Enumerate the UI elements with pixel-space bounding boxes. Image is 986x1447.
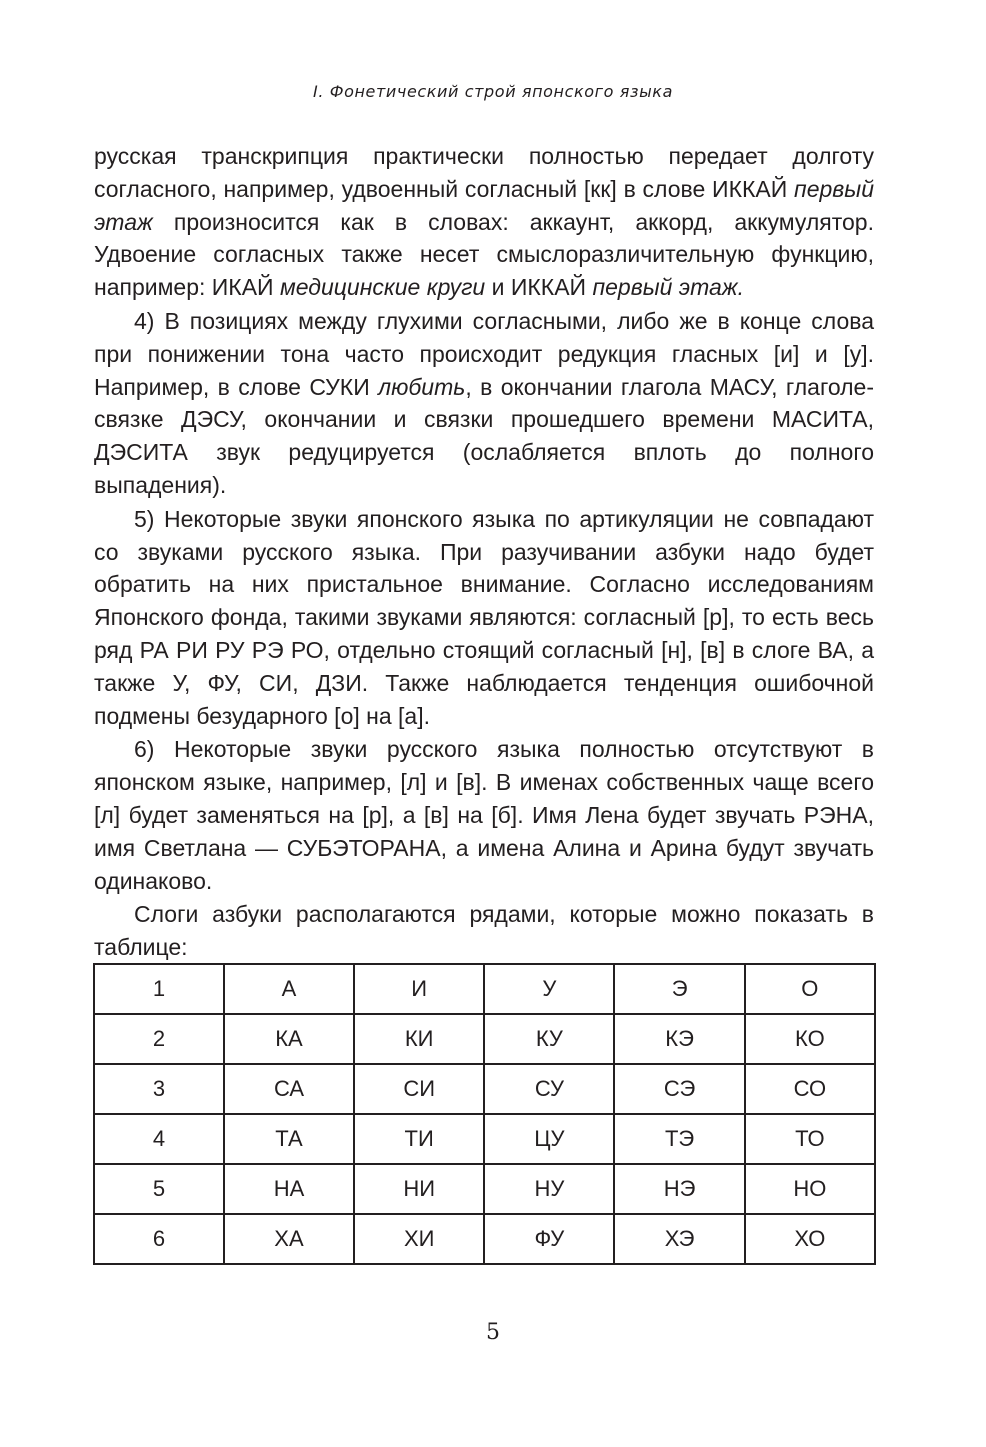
paragraph-1-text-c: и ИККАЙ bbox=[485, 274, 593, 301]
syllable-cell: СЭ bbox=[614, 1064, 744, 1114]
table-row bbox=[94, 1114, 875, 1164]
syllable-cell: КО bbox=[745, 1014, 875, 1064]
paragraph-2-text-b: , в окончании глагола МАСУ, глаголе-связке ДЭСУ, окончании и связки прошедшего времени МАСИТА, ДЭСИТА звук редуцируется (ослабляется вплоть до полного выпадения). bbox=[94, 373, 874, 498]
syllable-cell: СА bbox=[224, 1064, 354, 1114]
syllable-cell: ТИ bbox=[354, 1114, 484, 1164]
syllable-cell: ТЭ bbox=[614, 1114, 744, 1164]
syllable-cell: ТО bbox=[745, 1114, 875, 1164]
row-number-cell: 6 bbox=[94, 1214, 224, 1264]
syllable-cell: КЭ bbox=[614, 1014, 744, 1064]
paragraph-1 bbox=[94, 140, 874, 304]
syllable-cell: СО bbox=[745, 1064, 875, 1114]
syllable-cell: ХЭ bbox=[614, 1214, 744, 1264]
running-header: I. Фонетический строй японского языка bbox=[313, 82, 673, 101]
syllable-cell: ЦУ bbox=[484, 1114, 614, 1164]
syllable-cell: ТА bbox=[224, 1114, 354, 1164]
syllable-cell: НО bbox=[745, 1164, 875, 1214]
syllable-cell: ХА bbox=[224, 1214, 354, 1264]
table-row bbox=[94, 1014, 875, 1064]
syllable-cell: НА bbox=[224, 1164, 354, 1214]
body-text bbox=[94, 140, 874, 964]
paragraph-3: 5) Некоторые звуки японского языка по артикуляции не совпадают со звуками русского языка. При разучивании азбуки надо будет обратить на них пристальное внимание. Согласно исследованиям Японского фонда, такими звуками являются: согласный [р], то есть весь ряд РА РИ РУ РЭ РО, отдельно стоящий согласный [н], [в] в слоге ВА, а также У, ФУ, СИ, ДЗИ. Также наблюдается тенденция ошибочной подмены безударного [о] на [а]. bbox=[94, 505, 874, 729]
row-number-cell: 4 bbox=[94, 1114, 224, 1164]
syllable-cell: СИ bbox=[354, 1064, 484, 1114]
syllable-cell: О bbox=[745, 964, 875, 1014]
row-number-cell: 3 bbox=[94, 1064, 224, 1114]
paragraph-2 bbox=[94, 305, 874, 502]
paragraph-2-text-a: 4) В позициях между глухими согласными, либо же в конце слова при понижении тона часто происходит редукция гласных [и] и [у]. Например, в слове СУКИ bbox=[94, 307, 874, 400]
paragraph-1-italic-b: медицинские круги bbox=[279, 274, 486, 301]
syllable-cell: ХИ bbox=[354, 1214, 484, 1264]
syllable-cell: НИ bbox=[354, 1164, 484, 1214]
paragraph-1-italic-c: первый этаж. bbox=[592, 274, 745, 301]
syllable-cell: НУ bbox=[484, 1164, 614, 1214]
syllable-cell: ХО bbox=[745, 1214, 875, 1264]
paragraph-1-italic-a: первый этаж bbox=[94, 175, 874, 235]
syllable-cell: У bbox=[484, 964, 614, 1014]
syllable-cell: КУ bbox=[484, 1014, 614, 1064]
table-row bbox=[94, 1214, 875, 1264]
row-number-cell: 2 bbox=[94, 1014, 224, 1064]
syllable-cell: И bbox=[354, 964, 484, 1014]
paragraph-1-text-a: русская транскрипция практически полностью передает долготу согласного, например, удвоенный согласный [кк] в слове ИККАЙ bbox=[94, 143, 874, 202]
paragraph-4: 6) Некоторые звуки русского языка полностью отсутствуют в японском языке, например, [л] и [в]. В именах собственных чаще всего [л] будет заменяться на [р], а [в] на [б]. Имя Лена будет звучать РЭНА, имя Светлана — СУБЭТОРАНА, а имена Алина и Арина будут звучать одинаково. bbox=[94, 736, 874, 894]
syllable-cell: КА bbox=[224, 1014, 354, 1064]
syllable-cell: СУ bbox=[484, 1064, 614, 1114]
syllable-cell: КИ bbox=[354, 1014, 484, 1064]
syllable-table bbox=[93, 963, 876, 1265]
syllable-cell: Э bbox=[614, 964, 744, 1014]
table-row bbox=[94, 1164, 875, 1214]
table-row bbox=[94, 964, 875, 1014]
paragraph-2-italic-a: любить bbox=[378, 373, 466, 400]
page-number: 5 bbox=[486, 1320, 500, 1345]
table-row bbox=[94, 1064, 875, 1114]
syllable-cell: А bbox=[224, 964, 354, 1014]
paragraph-1-text-b: произносится как в словах: аккаунт, аккорд, аккумулятор. Удвоение согласных также несет смыслоразличительную функцию, например: ИКАЙ bbox=[94, 208, 874, 301]
syllable-cell: НЭ bbox=[614, 1164, 744, 1214]
row-number-cell: 1 bbox=[94, 964, 224, 1014]
paragraph-5: Слоги азбуки располагаются рядами, которые можно показать в таблице: bbox=[94, 901, 874, 961]
syllable-cell: ФУ bbox=[484, 1214, 614, 1264]
row-number-cell: 5 bbox=[94, 1164, 224, 1214]
